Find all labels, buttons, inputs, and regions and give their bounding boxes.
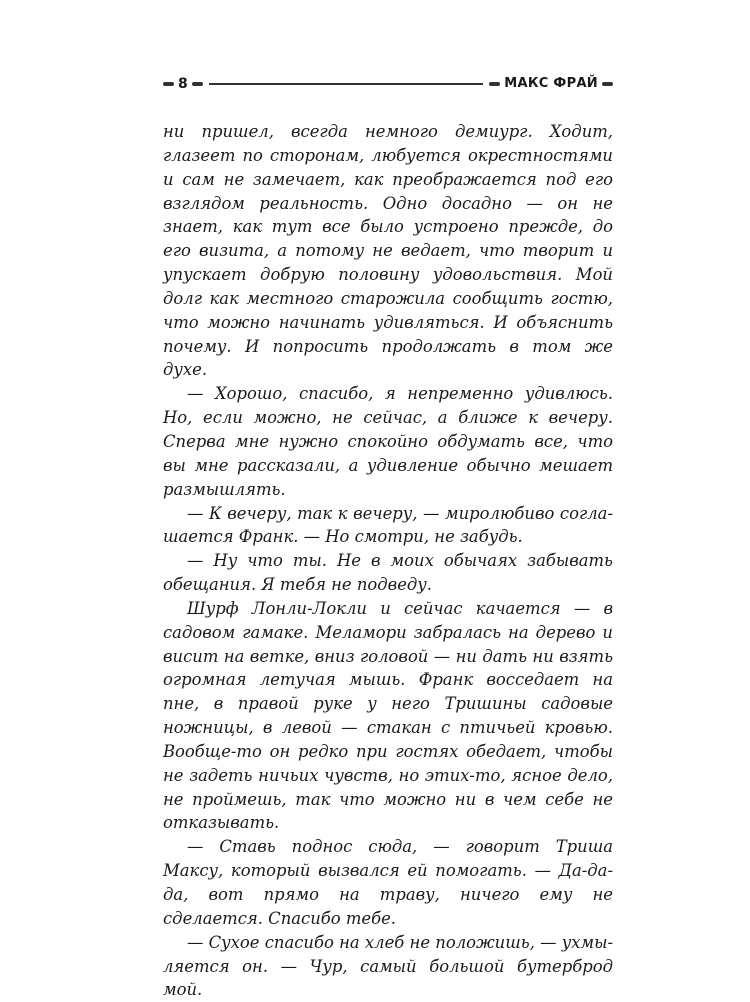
page-number-group — [163, 74, 209, 94]
paragraph: ни пришел, всегда немного демиург. Ходит, глазеет по сторонам, любуется окрестностями и сам не замечает, как преображается под его взглядом реальность. Одно досадно — он не знает, как тут все было устроено прежде, до его визита, а потому не ведает, что творит и упускает добрую половину удовольствия. Мой долг как местного старожила сообщить гостю, что можно начинать удивляться. И объяснить почему. И попросить продолжать в том же духе. — [163, 122, 613, 380]
paragraph: — Хорошо, спасибо, я непременно удивлюсь. Но, если можно, не сейчас, а ближе к вечеру. Сперва мне нужно спокойно обдумать все, что вы мне рассказали, а удивление обычно мешает размышлять. — [163, 384, 613, 499]
page-number: 8 — [178, 76, 188, 92]
ornament-left — [163, 82, 174, 86]
running-header — [163, 74, 613, 94]
paragraph: — К вечеру, так к вечеру, — миролюбиво соглашается Франк. — Но смотри, не забудь. — [163, 503, 613, 547]
ornament-right — [489, 82, 500, 86]
paragraph: — Ставь поднос сюда, — говорит Триша Максу, который вызвался ей помогать. — Да-да-да, вот прямо на траву, ничего ему не сделается. Спасибо тебе. — [163, 837, 613, 928]
paragraph: — Ну что ты. Не в моих обычаях забывать обещания. Я тебя не подведу. — [163, 551, 613, 595]
paragraph: — Сухое спасибо на хлеб не положишь, — ухмыляется он. — Чур, самый большой бутерброд мой. — [163, 932, 613, 1000]
body-text — [163, 120, 613, 1002]
author-group — [483, 74, 613, 94]
author-name: МАКС ФРАЙ — [504, 76, 598, 91]
paragraph: Шурф Лонли-Локли и сейчас качается — в садовом гамаке. Меламори забралась на дерево и висит на ветке, вниз головой — ни дать ни взять огромная летучая мышь. Франк восседает на пне, в правой руке у него Тришины садовые ножницы, в левой — стакан с птичьей кровью. Вообще-то он редко при гостях обедает, чтобы не задеть ничьих чувств, но этих-то, ясное дело, не проймешь, так что можно ни в чем себе не отказывать. — [163, 598, 613, 833]
ornament-left-2 — [192, 82, 203, 86]
ornament-right-2 — [602, 82, 613, 86]
